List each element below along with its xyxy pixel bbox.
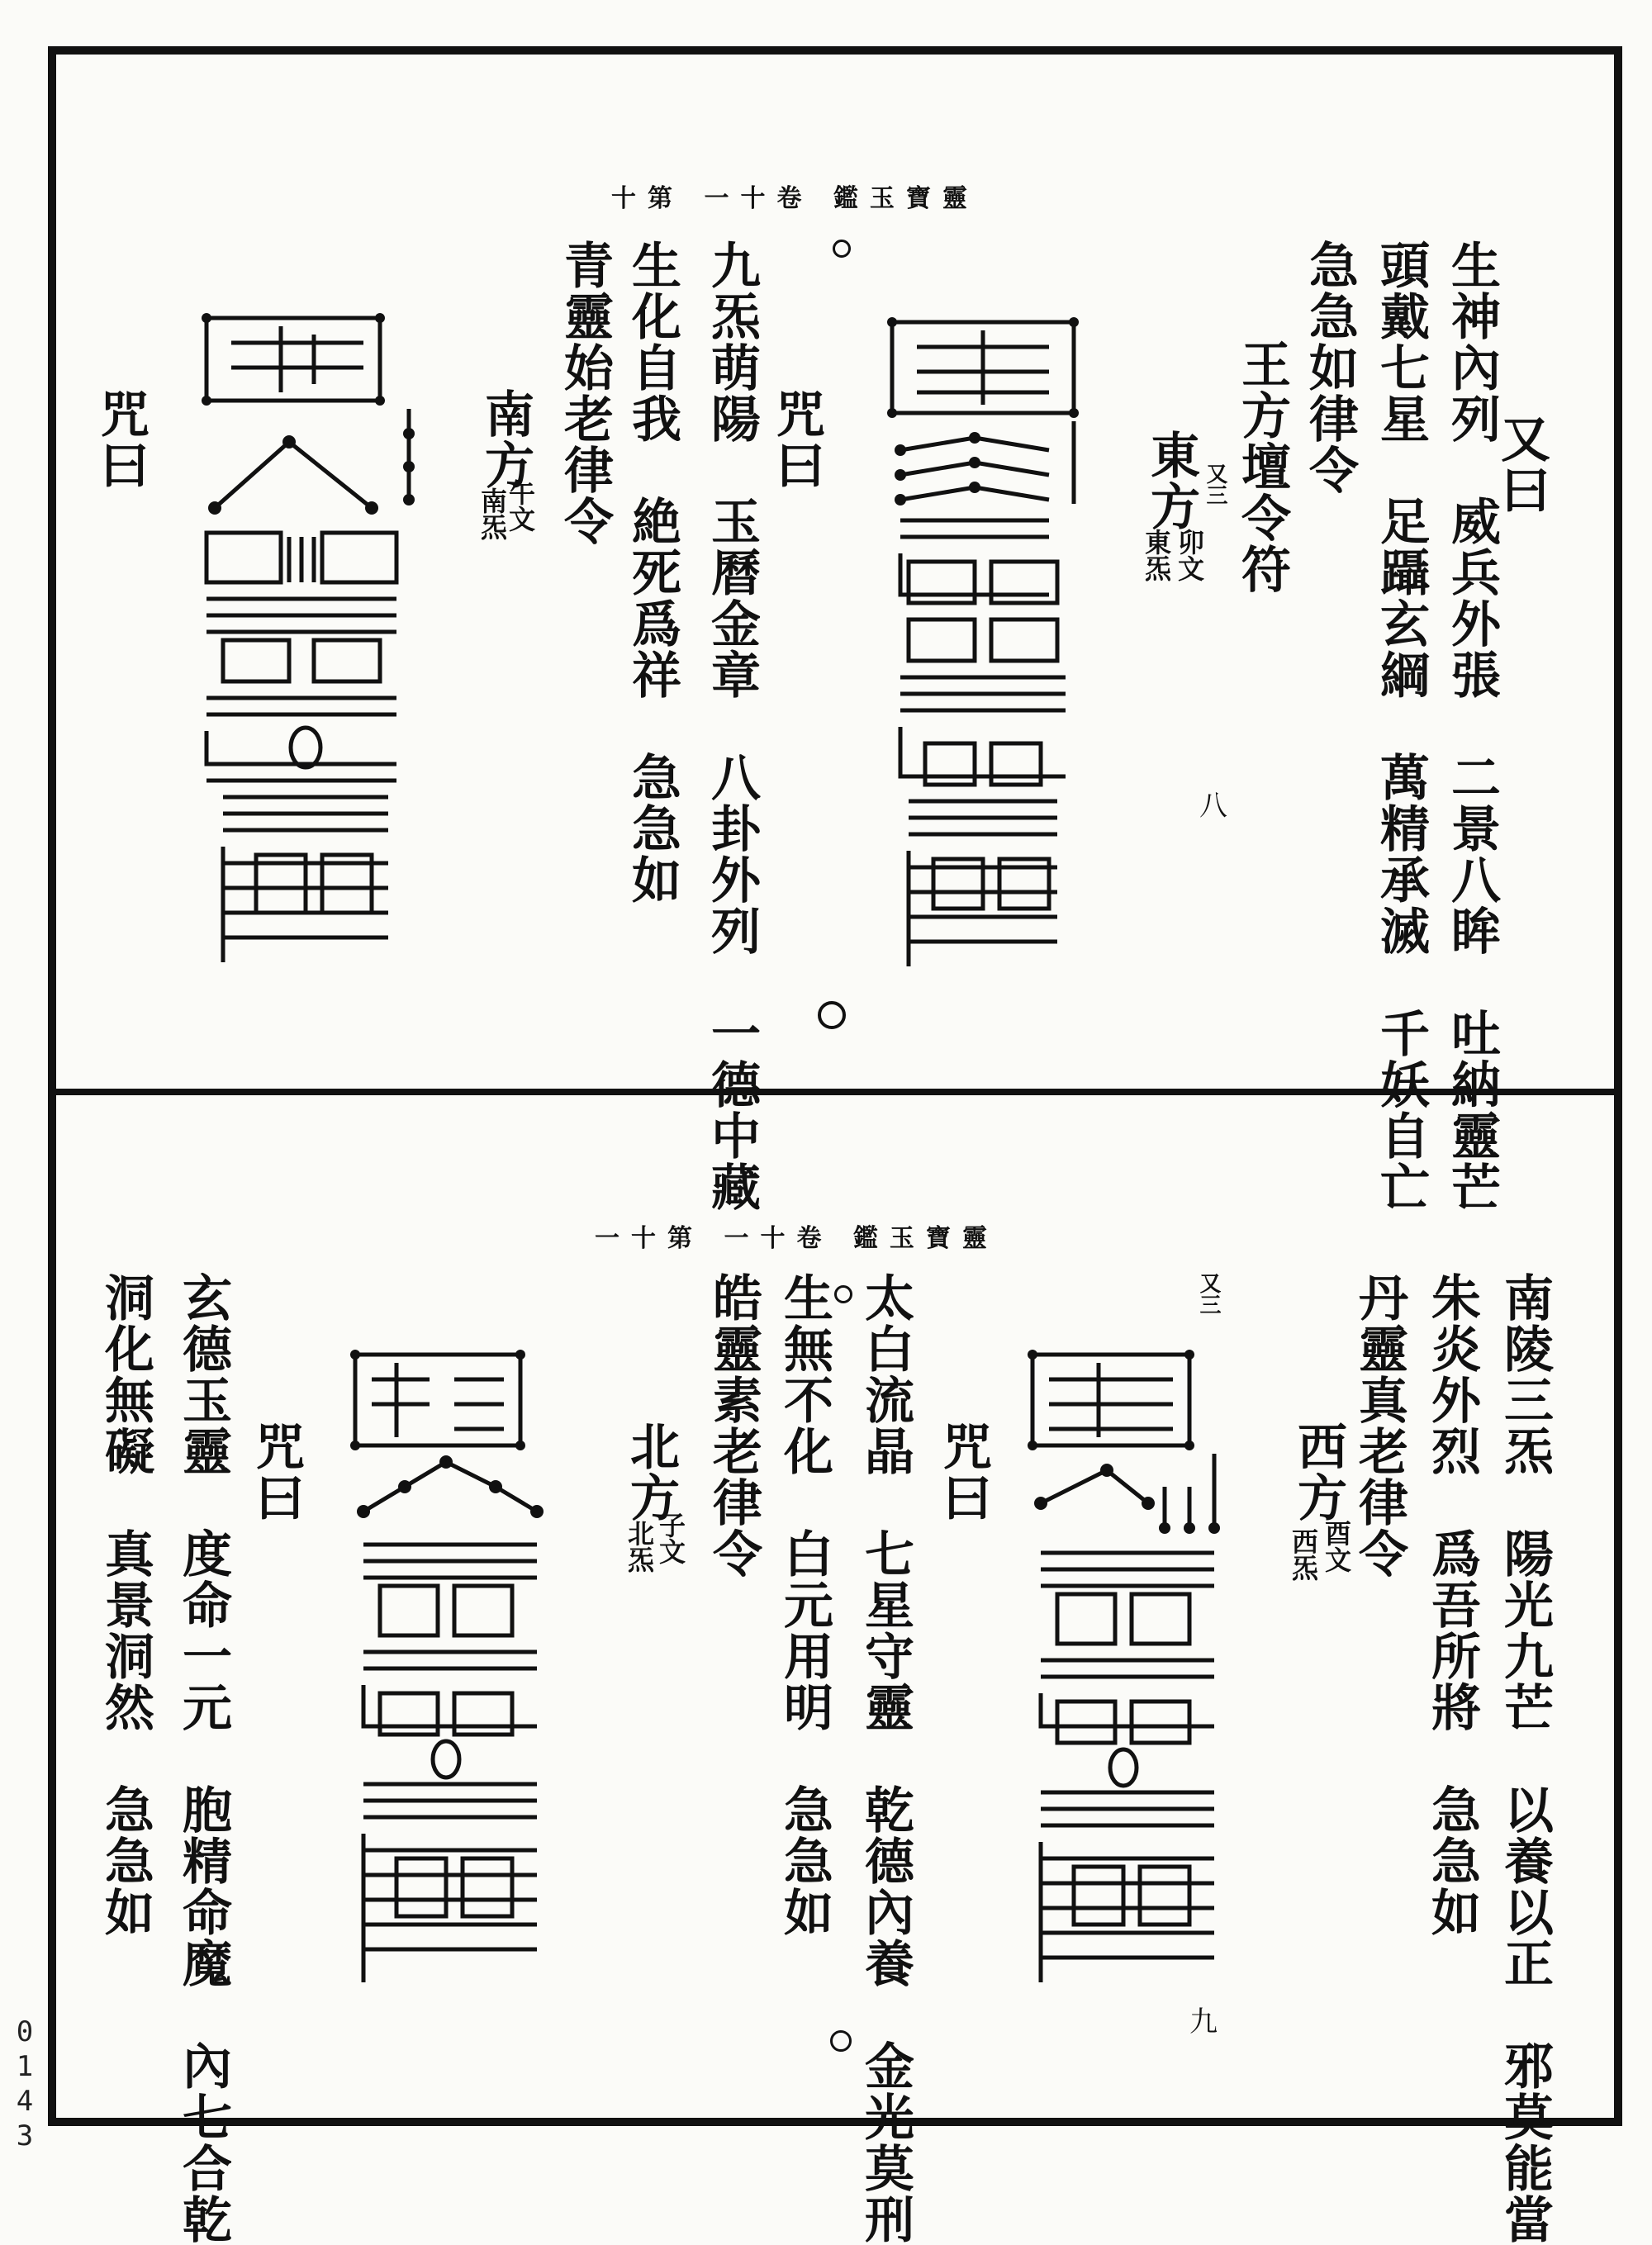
- top-verse-6: 青靈始老律令: [556, 240, 614, 547]
- east-talisman: [884, 314, 1082, 975]
- bottom-verse-6: 皓靈素老律令: [705, 1272, 762, 1579]
- bottom-verse-5: 生無不化 白元用明 急急如: [776, 1272, 833, 1938]
- bottom-verse-3: 丹靈真老律令: [1351, 1272, 1408, 1579]
- top-verse-2: 頭戴七星 足躡玄綱 萬精承滅 千妖自亡: [1372, 240, 1430, 1213]
- bottom-zhouyue-2: 咒曰: [247, 1421, 305, 1523]
- west-talisman: [1024, 1338, 1231, 1982]
- south-talisman: [198, 301, 413, 962]
- top-south-note-1: 午文: [505, 479, 536, 532]
- bottom-north-note-1: 子文: [655, 1512, 686, 1564]
- top-leaf-mark: 八: [1199, 790, 1227, 823]
- top-east-sup: 又三: [1203, 463, 1227, 505]
- bottom-zhouyue-1: 咒曰: [934, 1421, 992, 1523]
- top-running-header: 靈寶玉鑑 卷十一 第十: [611, 184, 979, 213]
- bottom-leaf-mark: 九: [1189, 2005, 1218, 2039]
- bottom-verse-8: 洞化無礙 真景洞然 急急如: [97, 1272, 154, 1938]
- top-verse-1: 生神內列 威兵外張 二景八眸 吐納靈芒: [1443, 240, 1501, 1213]
- bottom-verse-1: 南陵三炁 陽光九芒 以養以正 邪莫能當: [1496, 1272, 1554, 2245]
- bottom-verse-2: 朱炎外烈 爲吾所將 急急如: [1423, 1272, 1481, 1938]
- top-circle-2: [818, 1001, 846, 1029]
- top-col-youyue: 又曰: [1493, 413, 1550, 515]
- bottom-west-note-1: 酉文: [1321, 1520, 1352, 1573]
- top-talisman-title: 王方壇令符: [1233, 339, 1291, 595]
- top-verse-5: 生化自我 絶死爲祥 急急如: [624, 240, 681, 905]
- top-south-note-2: 南炁: [477, 487, 508, 540]
- top-verse-3: 急急如律令: [1301, 240, 1359, 496]
- top-east-label: 東方: [1142, 430, 1200, 532]
- bottom-west-sup: 又三: [1196, 1272, 1221, 1315]
- top-east-note-1: 卯文: [1174, 529, 1205, 581]
- bottom-circle-2: [830, 2030, 852, 2052]
- bottom-north-note-2: 北炁: [624, 1520, 655, 1573]
- page-number: 0143: [8, 2015, 41, 2154]
- bottom-verse-7: 玄德玉靈 度命一元 胞精命魔 內七合乾: [174, 1272, 232, 2245]
- top-small-circle-1: [833, 240, 851, 258]
- bottom-running-header: 靈寶玉鑑 卷十一 第十一: [595, 1224, 999, 1253]
- bottom-west-label: 西方: [1289, 1421, 1347, 1523]
- top-east-note-2: 東炁: [1141, 529, 1172, 581]
- bottom-verse-4: 太白流晶 七星守靈 乾德內養 金光莫刑: [857, 1272, 914, 2245]
- top-zhouyue-2: 咒曰: [92, 388, 150, 491]
- bottom-north-label: 北方: [622, 1421, 680, 1523]
- bottom-west-note-2: 西炁: [1288, 1528, 1319, 1581]
- top-verse-4: 九炁萌陽 玉曆金章 八卦外列 一德中藏: [703, 240, 761, 1213]
- top-south-label: 南方: [477, 388, 534, 491]
- top-zhouyue-1: 咒曰: [767, 388, 825, 491]
- bottom-small-circle-1: [834, 1285, 852, 1303]
- north-talisman: [347, 1338, 553, 1982]
